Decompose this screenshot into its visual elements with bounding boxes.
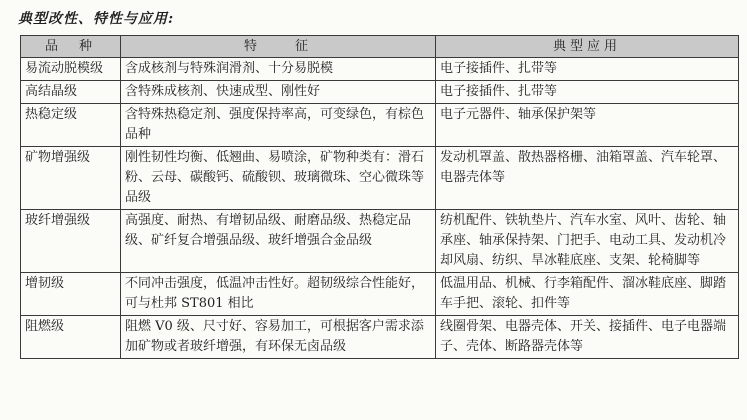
cell-feature: 阻燃 V0 级、尺寸好、容易加工，可根据客户需求添加矿物或者玻纤增强，有环保无卤品级 (121, 316, 436, 359)
cell-application: 电子接插件、扎带等 (436, 81, 739, 104)
table-row (21, 81, 739, 104)
cell-application: 线圈骨架、电器壳体、开关、接插件、电子电器端子、壳体、断路器壳体等 (436, 316, 739, 359)
cell-variety: 玻纤增强级 (21, 210, 121, 273)
cell-application: 发动机罩盖、散热器格栅、油箱罩盖、汽车轮罩、电器壳体等 (436, 147, 739, 210)
table-row (21, 316, 739, 359)
cell-feature: 不同冲击强度，低温冲击性好。超韧级综合性能好，可与杜邦 ST801 相比 (121, 273, 436, 316)
cell-feature: 刚性韧性均衡、低翘曲、易喷涂，矿物种类有：滑石粉、云母、碳酸钙、硫酸钡、玻璃微珠、空心微珠等品级 (121, 147, 436, 210)
cell-variety: 易流动脱模级 (21, 58, 121, 81)
section-title: 典型改性、特性与应用: (18, 11, 175, 27)
cell-feature: 含特殊成核剂、快速成型、刚性好 (121, 81, 436, 104)
table-row (21, 104, 739, 147)
header-variety: 品 种 (21, 36, 121, 58)
cell-feature: 含特殊热稳定剂、强度保持率高，可变绿色，有棕色品种 (121, 104, 436, 147)
header-feature: 特 征 (121, 36, 436, 58)
cell-application: 电子元器件、轴承保护架等 (436, 104, 739, 147)
cell-variety: 高结晶级 (21, 81, 121, 104)
header-application: 典型应用 (436, 36, 739, 58)
properties-table (20, 35, 739, 359)
cell-variety: 阻燃级 (21, 316, 121, 359)
table-row (21, 147, 739, 210)
cell-feature: 高强度、耐热、有增韧品级、耐磨品级、热稳定品级、矿纤复合增强品级、玻纤增强合金品级 (121, 210, 436, 273)
table-row (21, 210, 739, 273)
cell-application: 低温用品、机械、行李箱配件、溜冰鞋底座、脚踏车手把、滚轮、扣件等 (436, 273, 739, 316)
cell-feature: 含成核剂与特殊润滑剂、十分易脱模 (121, 58, 436, 81)
cell-application: 纺机配件、铁轨垫片、汽车水室、风叶、齿轮、轴承座、轴承保持架、门把手、电动工具、发动机冷却风扇、纺织、旱冰鞋底座、支架、轮椅脚等 (436, 210, 739, 273)
cell-variety: 热稳定级 (21, 104, 121, 147)
cell-application: 电子接插件、扎带等 (436, 58, 739, 81)
cell-variety: 矿物增强级 (21, 147, 121, 210)
table-row (21, 58, 739, 81)
header-row (21, 36, 739, 58)
cell-variety: 增韧级 (21, 273, 121, 316)
table-row (21, 273, 739, 316)
